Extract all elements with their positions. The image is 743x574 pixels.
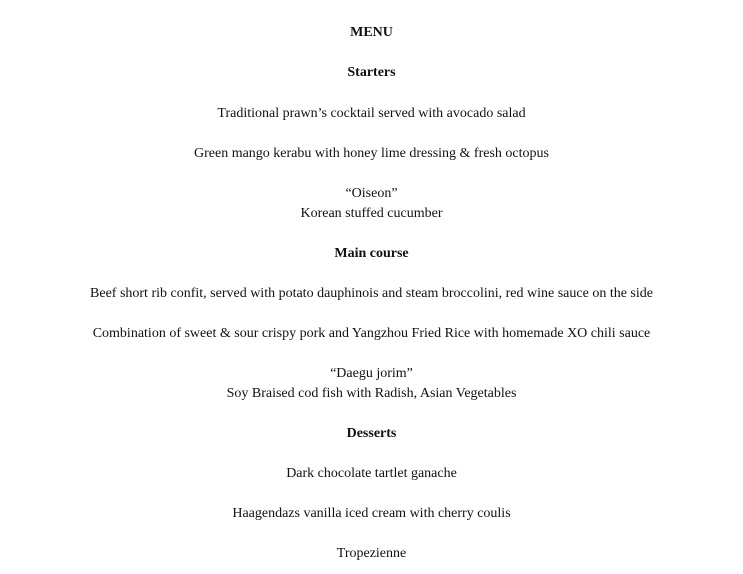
main-course-item: Beef short rib confit, served with potato dauphinois and steam broccolini, red wine sauce on the side	[90, 286, 653, 301]
main-course-heading: Main course	[334, 246, 409, 261]
desserts-heading: Desserts	[346, 426, 397, 441]
main-course-item-name: “Daegu jorim”	[330, 366, 413, 381]
dessert-item: Tropezienne	[336, 546, 407, 561]
starters-heading: Starters	[347, 65, 396, 80]
starter-item-description: Korean stuffed cucumber	[300, 206, 443, 221]
starter-item: Traditional prawn’s cocktail served with avocado salad	[217, 106, 526, 121]
dessert-item: Haagendazs vanilla iced cream with cherry coulis	[232, 506, 511, 521]
menu-title: MENU	[350, 25, 393, 40]
main-course-item: Combination of sweet & sour crispy pork and Yangzhou Fried Rice with homemade XO chili sauce	[92, 326, 651, 341]
main-course-item-description: Soy Braised cod fish with Radish, Asian Vegetables	[226, 386, 517, 401]
dessert-item: Dark chocolate tartlet ganache	[286, 466, 457, 481]
starter-item-name: “Oiseon”	[345, 186, 398, 201]
starter-item: Green mango kerabu with honey lime dressing & fresh octopus	[194, 146, 549, 161]
